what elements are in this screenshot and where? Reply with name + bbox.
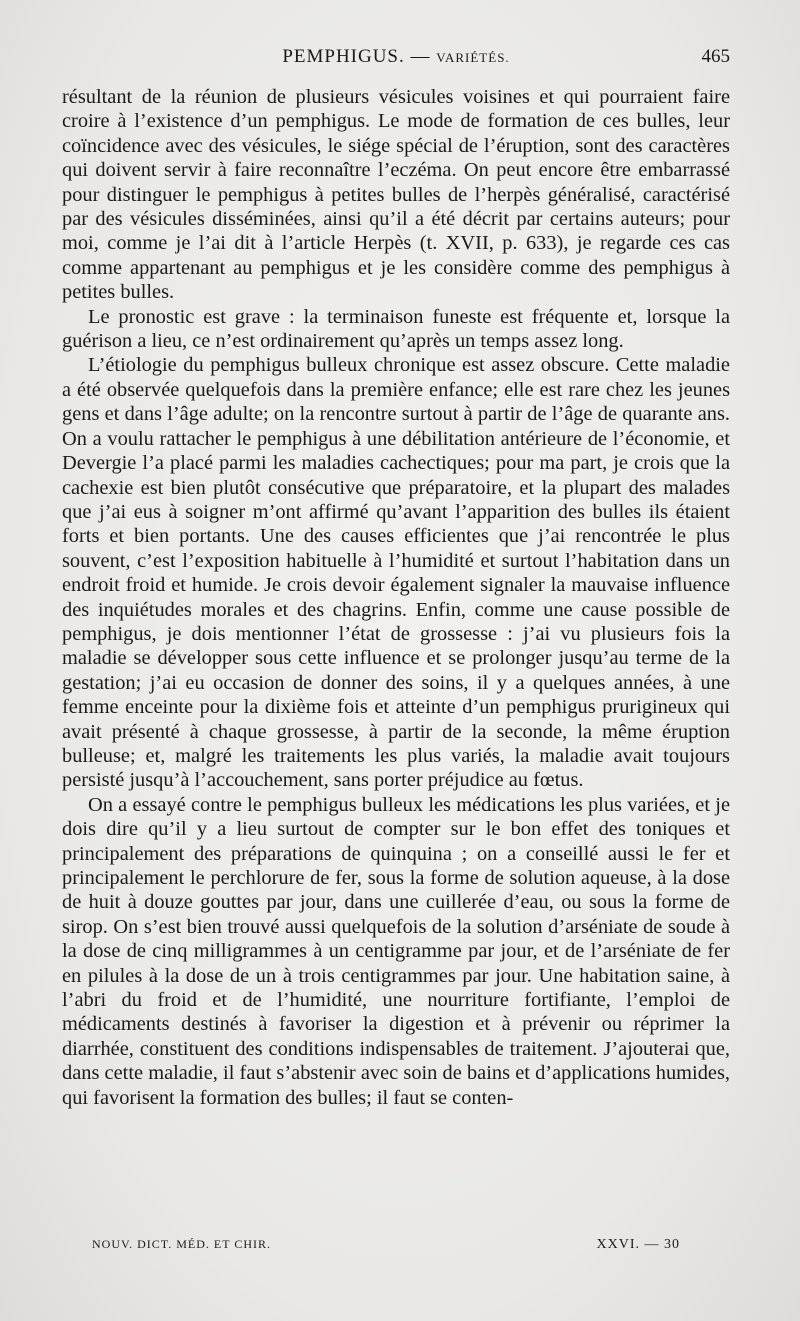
running-title-main: PEMPHIGUS.: [282, 46, 405, 67]
body-text: [62, 85, 730, 1110]
paragraph-prognosis: Le pronostic est grave : la terminaison funeste est fréquente et, lorsque la guérison a lieu, ce n’est ordinairement qu’après un temps assez long.: [62, 305, 730, 353]
paragraph-etiology: L’étiologie du pemphigus bulleux chronique est assez obscure. Cette maladie a été observée quelquefois dans la première enfance; elle est rare chez les jeunes gens et dans l’âge adulte; on la rencontre surtout à partir de l’âge de quarante ans. On a voulu rattacher le pemphigus à une débilitation antérieure de l’économie, et Devergie l’a placé parmi les maladies cachectiques; pour ma part, je crois que la cachexie est bien plutôt consécutive que préparatoire, et la plupart des malades que j’ai eus à soigner m’ont affirmé qu’avant l’apparition des bulles ils étaient forts et bien portants. Une des causes efficientes que j’ai rencontrée le plus souvent, c’est l’exposition habituelle à l’humidité et surtout l’habitation dans un endroit froid et humide. Je crois devoir également signaler la mauvaise influence des inquiétudes morales et des chagrins. Enfin, comme une cause possible de pemphigus, je dois mentionner l’état de grossesse : j’ai vu plusieurs fois la maladie se développer sous cette influence et se prolonger jusqu’au terme de la gestation; j’ai eu occasion de donner des soins, il y a quelques années, à une femme enceinte pour la dixième fois et atteinte d’un pemphigus prurigineux qui avait présenté à chaque grossesse, à partir de la seconde, la même éruption bulleuse; et, malgré les traitements les plus variés, la maladie avait toujours persisté jusqu’à l’accouchement, sans porter préjudice au fœtus.: [62, 354, 730, 792]
page-number: 465: [701, 46, 730, 67]
paragraph-diagnosis: résultant de la réunion de plusieurs vésicules voisines et qui pourraient faire croire à l’existence d’un pemphigus. Le mode de formation de ces bulles, leur coïncidence avec des vésicules, le siége spécial de l’éruption, sont des caractères qui doivent servir à faire reconnaître l’eczéma. On peut encore être embarrassé pour distinguer le pemphigus à petites bulles de l’herpès généralisé, caractérisé par des vésicules disséminées, ainsi qu’il a été décrit par certains auteurs; pour moi, comme je l’ai dit à l’article Herpès (t. XVII, p. 633), je regarde ces cas comme appartenant au pemphigus et je les considère comme des pemphigus à petites bulles.: [62, 86, 730, 304]
running-title-separator: —: [410, 46, 431, 67]
footer-volume: XXVI. — 30: [596, 1237, 680, 1252]
running-title: [62, 46, 730, 68]
page-footer: [92, 1237, 680, 1255]
footer-signature: NOUV. DICT. MÉD. ET CHIR.: [92, 1237, 272, 1251]
page-header: [62, 46, 730, 72]
running-title-subtitle: VARIÉTÉS.: [436, 50, 510, 65]
paragraph-treatment: On a essayé contre le pemphigus bulleux les médications les plus variées, et je dois dire qu’il y a lieu surtout de compter sur le bon effet des toniques et principalement des préparations de quinquina ; on a conseillé aussi le fer et principalement le perchlorure de fer, sous la forme de solution aqueuse, à la dose de huit à douze gouttes par jour, dans une cuillerée d’eau, ou sous la forme de sirop. On s’est bien trouvé aussi quelquefois de la solution d’arséniate de soude à la dose de cinq milligrammes à un centigramme par jour, et de l’arséniate de fer en pilules à la dose de un à trois centigrammes par jour. Une habitation saine, à l’abri du froid et de l’humidité, une nourriture fortifiante, l’emploi de médicaments destinés à favoriser la digestion et à prévenir ou réprimer la diarrhée, constituent des conditions indispensables de traitement. J’ajouterai que, dans cette maladie, il faut s’abstenir avec soin de bains et d’applications humides, qui favorisent la formation des bulles; il faut se conten-: [62, 793, 730, 1109]
